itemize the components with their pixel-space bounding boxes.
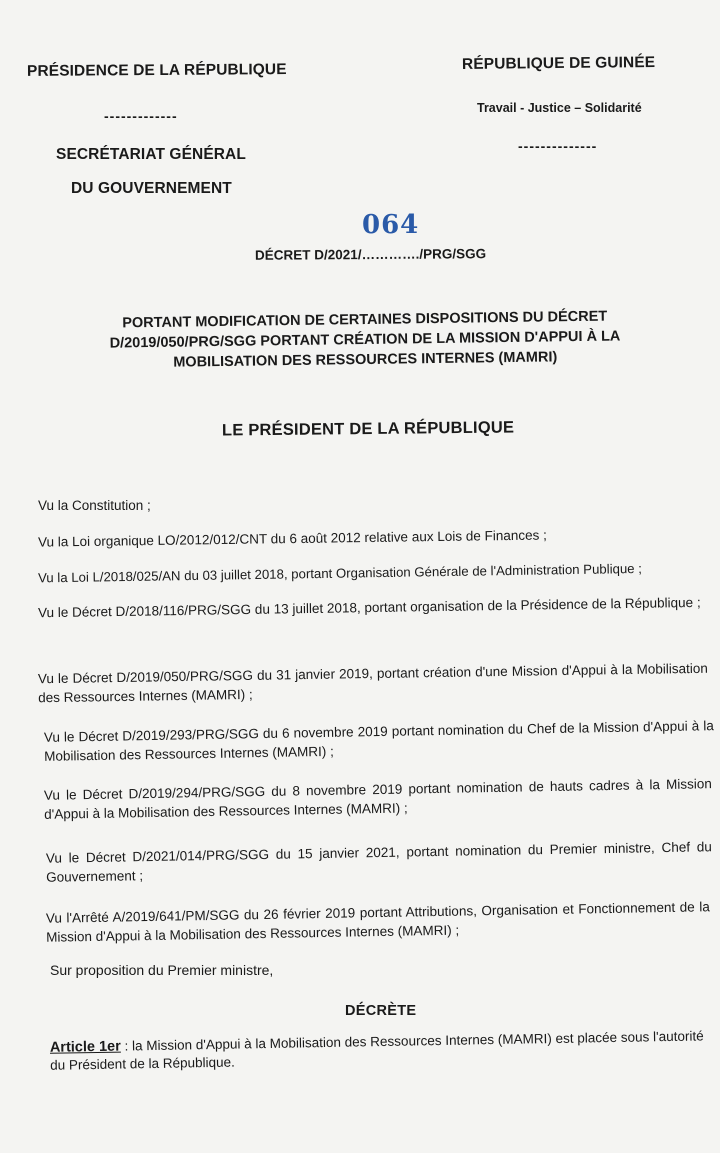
title-line: MOBILISATION DES RESSOURCES INTERNES (MAMRI) (173, 349, 558, 371)
article-1-text: : la Mission d'Appui à la Mobilisation des Ressources Internes (MAMRI) est placée sous l'autorité du Président de la République. (50, 1028, 704, 1073)
decree-title (60, 306, 671, 375)
title-line: D/2019/050/PRG/SGG PORTANT CRÉATION DE LA MISSION D'APPUI À LA (109, 328, 621, 352)
title-line: PORTANT MODIFICATION DE CERTAINES DISPOSITIONS DU DÉCRET (122, 308, 608, 332)
header-republique: RÉPUBLIQUE DE GUINÉE (461, 53, 656, 74)
vu-clause: Vu la Loi organique LO/2012/012/CNT du 6 août 2012 relative aux Lois de Finances ; (37, 527, 547, 550)
vu-clause: Vu le Décret D/2019/293/PRG/SGG du 6 novembre 2019 portant nomination du Chef de la Mission d'Appui à la Mobilisation des Ressources Internes (MAMRI) ; (43, 718, 714, 764)
header-gouvernement: DU GOUVERNEMENT (71, 180, 232, 197)
header-motto: Travail - Justice – Solidarité (477, 101, 642, 115)
header-right-separator: -------------- (518, 138, 598, 154)
vu-clause: Vu le Décret D/2019/294/PRG/SGG du 8 novembre 2019 portant nomination de hauts cadres à la Mission d'Appui à la Mobilisation des Ressources Internes (MAMRI) ; (43, 776, 712, 822)
article-1-label: Article 1er (49, 1038, 121, 1056)
proposition-line: Sur proposition du Premier ministre, (50, 962, 274, 978)
vu-clause: Vu le Décret D/2021/014/PRG/SGG du 15 janvier 2021, portant nomination du Premier ministre, Chef du Gouvernement ; (45, 839, 712, 885)
decree-reference: DÉCRET D/2021/…………./PRG/SGG (254, 246, 487, 263)
decree-number-stamp: 064 (362, 210, 420, 240)
vu-clause: Vu le Décret D/2019/050/PRG/SGG du 31 janvier 2019, portant création d'une Mission d'Appui à la Mobilisation des Ressources Internes (MAMRI) ; (37, 660, 708, 706)
vu-clause: Vu le Décret D/2018/116/PRG/SGG du 13 juillet 2018, portant organisation de la Présidence de la République ; (37, 594, 701, 621)
vu-clause: Vu la Constitution ; (38, 498, 151, 513)
vu-clause: Vu la Loi L/2018/025/AN du 03 juillet 2018, portant Organisation Générale de l'Administration Publique ; (37, 560, 643, 586)
president-heading: LE PRÉSIDENT DE LA RÉPUBLIQUE (221, 418, 515, 440)
vu-clause: Vu l'Arrêté A/2019/641/PM/SGG du 26 février 2019 portant Attributions, Organisation et Fonctionnement de la Mission d'Appui à la Mobilisation des Ressources Internes (MAMRI) ; (45, 899, 710, 945)
header-presidence: PRÉSIDENCE DE LA RÉPUBLIQUE (26, 61, 287, 80)
article-1 (50, 1027, 716, 1075)
header-left-separator: ------------- (104, 108, 178, 124)
header-secretariat: SECRÉTARIAT GÉNÉRAL (56, 146, 246, 163)
decrete-heading: DÉCRÈTE (345, 1003, 417, 1019)
